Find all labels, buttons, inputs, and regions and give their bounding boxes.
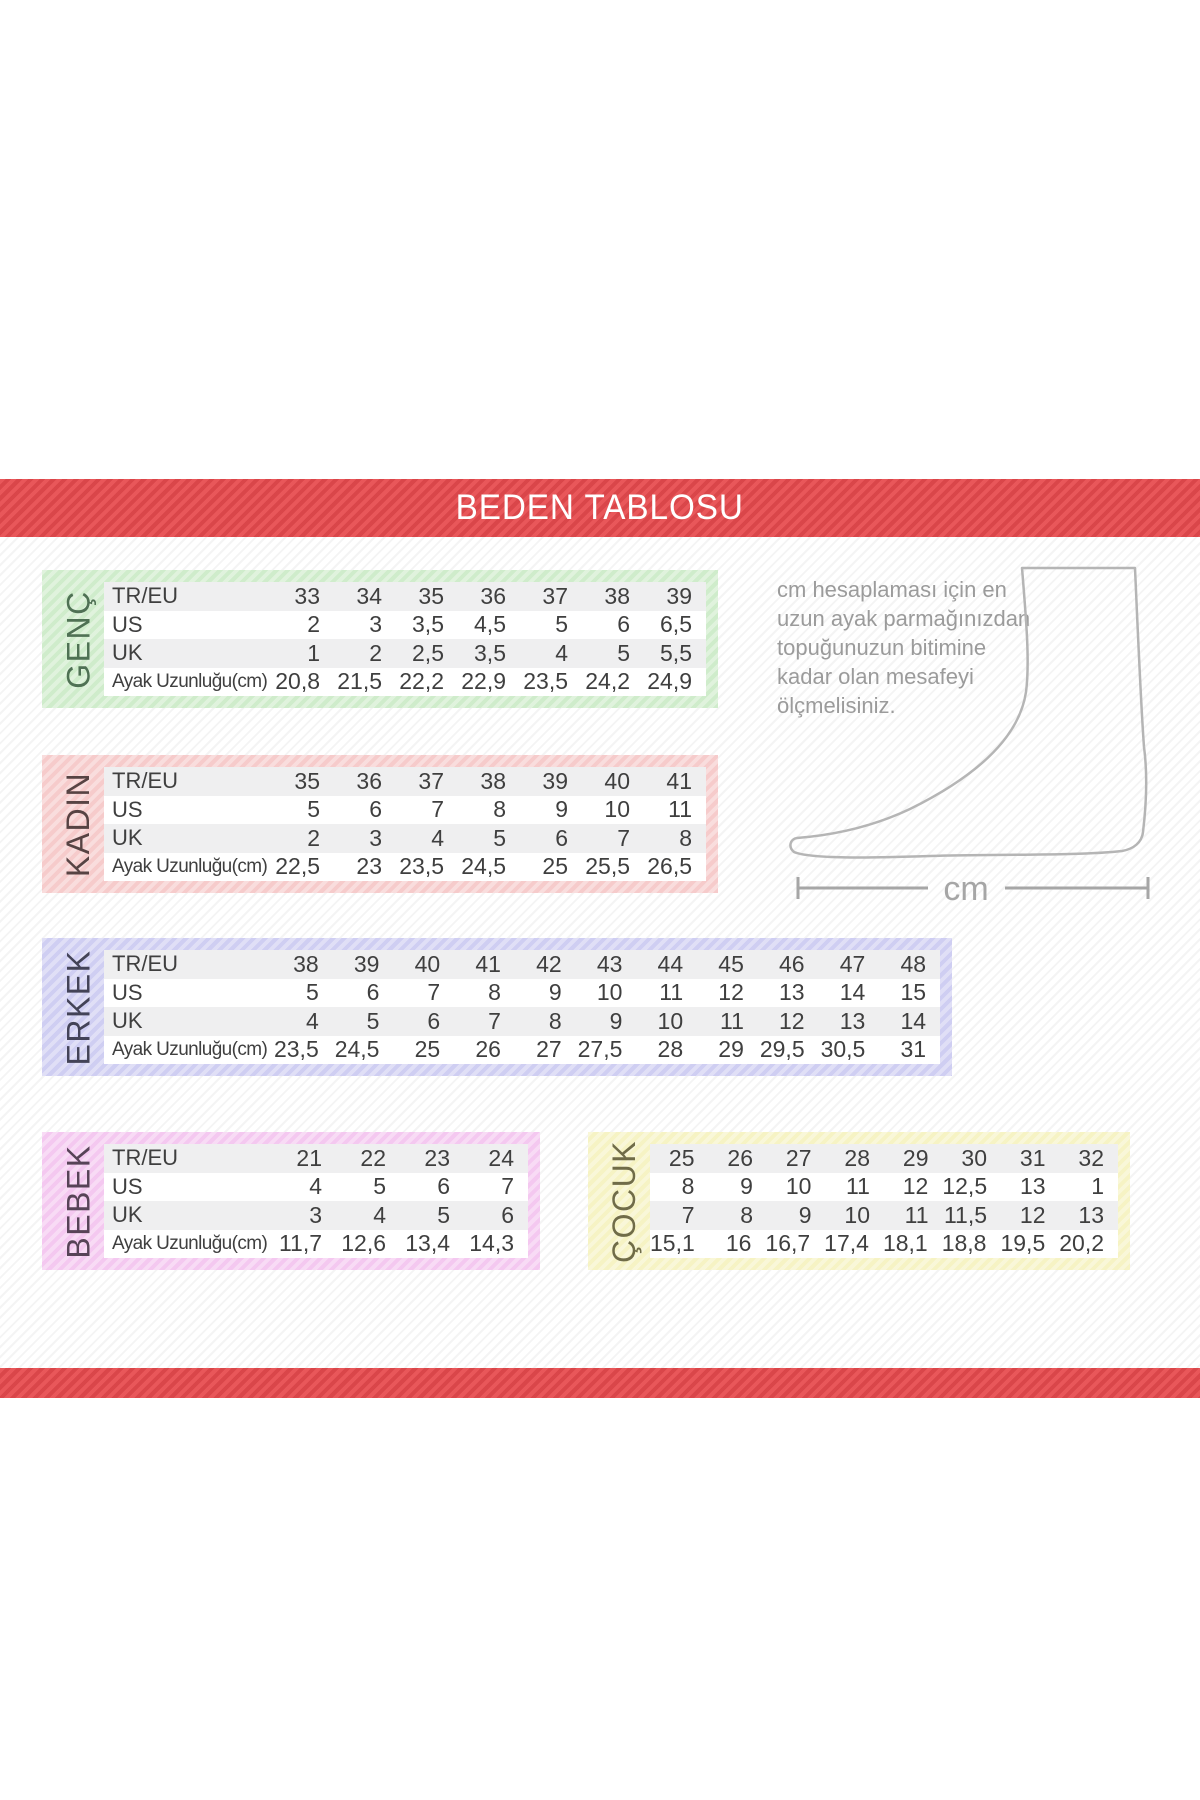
size-cell: 24,5	[334, 1036, 380, 1063]
note-line: topuğunuzun bitimine	[777, 635, 987, 660]
size-cell: 25,5	[585, 853, 630, 880]
size-cell: 48	[900, 950, 927, 977]
size-cell: 8	[740, 1201, 753, 1228]
content-area	[0, 537, 1200, 1368]
size-cell: 38	[604, 582, 630, 609]
size-cell: 23	[424, 1144, 450, 1171]
table-category-label-erkek	[54, 950, 104, 1064]
size-cell: 35	[418, 582, 444, 609]
size-cell: 21,5	[337, 668, 382, 695]
table-row	[650, 1230, 1118, 1259]
size-cell: 29	[718, 1036, 744, 1063]
size-cell: 22,5	[275, 853, 320, 880]
size-cell: 5	[373, 1173, 386, 1200]
size-cell: 10	[657, 1007, 684, 1034]
cm-unit-label: cm	[943, 870, 989, 908]
size-cell: 13,4	[405, 1230, 450, 1257]
size-cell: 2	[369, 639, 382, 666]
table-row	[104, 1007, 940, 1036]
size-cell: 7	[427, 979, 441, 1006]
size-cell: 6	[427, 1007, 441, 1034]
row-label: Ayak Uzunluğu(cm)	[112, 1232, 268, 1254]
size-cell: 10	[604, 796, 630, 823]
size-cell: 24,5	[461, 853, 506, 880]
size-cell: 27	[785, 1144, 812, 1171]
size-cell: 44	[657, 950, 684, 977]
size-cell: 8	[548, 1007, 562, 1034]
size-cell: 27,5	[577, 1036, 623, 1063]
bottom-red-bar	[0, 1368, 1200, 1398]
size-cell: 29	[902, 1144, 929, 1171]
size-cell: 27	[536, 1036, 562, 1063]
size-cell: 4	[309, 1173, 322, 1200]
size-cell: 20,8	[275, 668, 320, 695]
row-label: US	[112, 796, 143, 822]
size-cell: 5	[617, 639, 630, 666]
size-cell: 22	[360, 1144, 386, 1171]
size-cell: 10	[785, 1173, 812, 1200]
size-grid-kadin	[104, 767, 706, 881]
row-label: Ayak Uzunluğu(cm)	[112, 670, 268, 692]
size-cell: 11	[719, 1007, 744, 1034]
size-cell: 12	[779, 1007, 805, 1034]
row-label: UK	[112, 1202, 143, 1228]
size-cell: 13	[1078, 1201, 1104, 1228]
size-cell: 11	[845, 1173, 870, 1200]
size-cell: 35	[294, 767, 320, 794]
page-title: BEDEN TABLOSU	[455, 488, 745, 527]
size-cell: 12	[718, 979, 744, 1006]
size-cell: 24,9	[647, 668, 692, 695]
size-cell: 45	[718, 950, 744, 977]
size-cell: 33	[294, 582, 320, 609]
size-cell: 11	[659, 979, 684, 1006]
size-cell: 5	[493, 824, 506, 851]
row-label: UK	[112, 640, 143, 666]
size-cell: 7	[617, 824, 630, 851]
table-row	[104, 1230, 528, 1259]
size-cell: 11	[668, 796, 692, 823]
table-row	[104, 824, 706, 853]
size-cell: 1	[1091, 1173, 1105, 1200]
table-row	[104, 796, 706, 825]
size-cell: 6	[617, 611, 630, 638]
size-cell: 14	[839, 979, 866, 1006]
size-cell: 4,5	[474, 611, 506, 638]
size-cell: 5	[555, 611, 568, 638]
table-row	[104, 1173, 528, 1202]
size-cell: 8	[488, 979, 501, 1006]
size-cell: 20,2	[1059, 1230, 1104, 1257]
size-table-cocuk	[588, 1132, 1130, 1270]
size-cell: 36	[356, 767, 382, 794]
size-cell: 23,5	[273, 1036, 319, 1063]
size-cell: 6,5	[660, 611, 692, 638]
size-cell: 3,5	[474, 639, 506, 666]
category-label-text: ÇOCUK	[606, 1139, 643, 1263]
size-cell: 18,8	[941, 1230, 987, 1257]
size-cell: 11,5	[943, 1201, 987, 1228]
size-cell: 28	[844, 1144, 870, 1171]
size-cell: 25	[414, 1036, 441, 1063]
size-cell: 12,5	[942, 1173, 988, 1200]
size-cell: 19,5	[1000, 1230, 1046, 1257]
note-line: cm hesaplaması için en	[777, 577, 1007, 602]
size-cell: 21	[296, 1144, 322, 1171]
size-cell: 6	[369, 796, 382, 823]
size-cell: 14	[900, 1007, 927, 1034]
size-cell: 17,4	[824, 1230, 869, 1257]
size-cell: 2	[307, 824, 320, 851]
size-cell: 26,5	[647, 853, 692, 880]
size-cell: 13	[779, 979, 805, 1006]
size-cell: 9	[555, 796, 568, 823]
size-cell: 30,5	[820, 1036, 866, 1063]
table-row	[104, 979, 940, 1008]
size-cell: 37	[418, 767, 444, 794]
table-row	[104, 582, 706, 611]
note-line: ölçmelisiniz.	[777, 693, 896, 718]
category-label-text: GENÇ	[60, 589, 97, 689]
table-row	[650, 1201, 1118, 1230]
table-row	[104, 853, 706, 882]
foot-outline	[790, 568, 1146, 857]
size-cell: 9	[609, 1007, 623, 1034]
table-row	[650, 1173, 1118, 1202]
size-cell: 23,5	[399, 853, 444, 880]
size-cell: 11	[904, 1201, 929, 1228]
size-cell: 46	[779, 950, 805, 977]
row-label: UK	[112, 1008, 143, 1034]
size-cell: 36	[480, 582, 506, 609]
size-cell: 24	[488, 1144, 514, 1171]
size-cell: 7	[431, 796, 444, 823]
size-cell: 10	[844, 1201, 870, 1228]
size-cell: 31	[900, 1036, 927, 1063]
size-cell: 4	[305, 1007, 319, 1034]
table-category-label-kadin	[54, 767, 104, 881]
size-cell: 41	[475, 950, 501, 977]
table-category-label-bebek	[54, 1144, 104, 1258]
size-cell: 4	[431, 824, 444, 851]
size-cell: 9	[740, 1173, 753, 1200]
row-label: TR/EU	[112, 583, 178, 609]
size-cell: 15,1	[650, 1230, 695, 1257]
note-line: uzun ayak parmağınızdan	[777, 606, 1031, 631]
row-label: US	[112, 1173, 143, 1199]
row-label: TR/EU	[112, 768, 178, 794]
size-grid-erkek	[104, 950, 940, 1064]
size-cell: 12	[902, 1173, 929, 1200]
size-cell: 31	[1019, 1144, 1046, 1171]
size-cell: 23	[356, 853, 382, 880]
table-row	[104, 767, 706, 796]
size-grid-cocuk	[650, 1144, 1118, 1258]
size-cell: 6	[366, 979, 380, 1006]
size-cell: 5	[366, 1007, 380, 1034]
size-cell: 12	[1019, 1201, 1046, 1228]
size-cell: 7	[501, 1173, 514, 1200]
size-table-kadin	[42, 755, 718, 893]
size-cell: 3,5	[412, 611, 444, 638]
size-cell: 3	[369, 611, 382, 638]
size-cell: 5	[305, 979, 319, 1006]
size-cell: 42	[536, 950, 562, 977]
size-cell: 28	[657, 1036, 684, 1063]
size-cell: 37	[542, 582, 568, 609]
size-table-bebek	[42, 1132, 540, 1270]
table-category-label-cocuk	[600, 1139, 650, 1263]
category-label-text: BEBEK	[60, 1143, 97, 1259]
size-cell: 1	[307, 639, 320, 666]
size-cell: 25	[542, 853, 568, 880]
size-cell: 39	[542, 767, 568, 794]
size-cell: 11,7	[278, 1230, 322, 1257]
size-cell: 5	[437, 1201, 450, 1228]
size-cell: 4	[555, 639, 568, 666]
size-cell: 23,5	[523, 668, 568, 695]
size-cell: 14,3	[469, 1230, 514, 1257]
size-cell: 47	[839, 950, 866, 977]
row-label: US	[112, 979, 143, 1005]
size-cell: 26	[727, 1144, 753, 1171]
size-cell: 9	[798, 1201, 812, 1228]
size-cell: 43	[596, 950, 623, 977]
row-label: TR/EU	[112, 1145, 178, 1171]
size-cell: 13	[839, 1007, 866, 1034]
size-cell: 13	[1019, 1173, 1046, 1200]
size-cell: 25	[668, 1144, 695, 1171]
table-category-label-genc	[54, 582, 104, 696]
table-row	[104, 1201, 528, 1230]
size-cell: 39	[353, 950, 380, 977]
foot-measurement-illustration	[750, 547, 1190, 919]
size-cell: 3	[309, 1201, 322, 1228]
table-row	[104, 639, 706, 668]
size-cell: 7	[681, 1201, 695, 1228]
row-label: TR/EU	[112, 951, 178, 977]
size-cell: 18,1	[882, 1230, 928, 1257]
size-grid-genc	[104, 582, 706, 696]
category-label-text: KADIN	[60, 771, 97, 877]
size-table-genc	[42, 570, 718, 708]
size-cell: 38	[293, 950, 319, 977]
size-table-erkek	[42, 938, 952, 1076]
note-line: kadar olan mesafeyi	[777, 664, 974, 689]
size-cell: 6	[555, 824, 568, 851]
size-cell: 16	[725, 1230, 752, 1257]
size-cell: 22,9	[461, 668, 506, 695]
size-cell: 32	[1078, 1144, 1104, 1171]
title-banner	[0, 479, 1200, 537]
size-cell: 5	[307, 796, 320, 823]
size-cell: 6	[501, 1201, 514, 1228]
size-cell: 16,7	[765, 1230, 811, 1257]
size-cell: 12,6	[341, 1230, 386, 1257]
size-cell: 40	[414, 950, 441, 977]
size-cell: 4	[373, 1201, 386, 1228]
size-cell: 22,2	[399, 668, 444, 695]
size-grid-bebek	[104, 1144, 528, 1258]
size-cell: 34	[356, 582, 382, 609]
size-cell: 40	[604, 767, 630, 794]
size-cell: 5,5	[660, 639, 692, 666]
size-cell: 9	[548, 979, 562, 1006]
size-cell: 29,5	[759, 1036, 805, 1063]
category-label-text: ERKEK	[60, 949, 97, 1065]
row-label: Ayak Uzunluğu(cm)	[112, 1038, 268, 1060]
size-cell: 39	[666, 582, 692, 609]
size-cell: 26	[475, 1036, 501, 1063]
size-cell: 2,5	[412, 639, 444, 666]
size-cell: 2	[307, 611, 320, 638]
table-row	[104, 950, 940, 979]
size-cell: 41	[666, 767, 692, 794]
row-label: UK	[112, 825, 143, 851]
table-row	[650, 1144, 1118, 1173]
size-cell: 30	[961, 1144, 987, 1171]
size-cell: 8	[681, 1173, 695, 1200]
size-cell: 8	[679, 824, 692, 851]
table-row	[104, 1144, 528, 1173]
table-row	[104, 1036, 940, 1065]
size-cell: 6	[437, 1173, 450, 1200]
size-cell: 24,2	[585, 668, 630, 695]
table-row	[104, 611, 706, 640]
size-cell: 15	[900, 979, 927, 1006]
size-cell: 38	[480, 767, 506, 794]
size-cell: 7	[488, 1007, 501, 1034]
size-cell: 3	[369, 824, 382, 851]
row-label: US	[112, 611, 143, 637]
table-row	[104, 668, 706, 697]
row-label: Ayak Uzunluğu(cm)	[112, 855, 268, 877]
size-cell: 10	[596, 979, 623, 1006]
size-cell: 8	[493, 796, 506, 823]
